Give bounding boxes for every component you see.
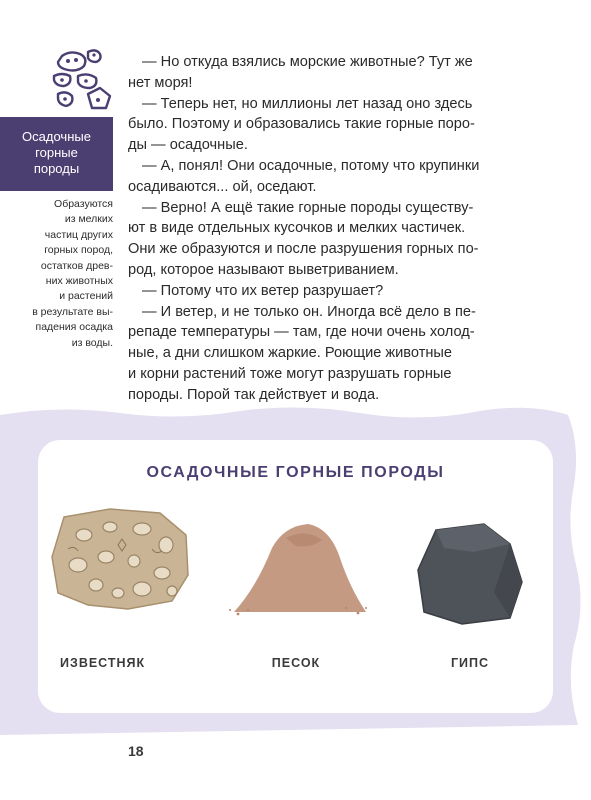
limestone-rock-icon [48,505,194,613]
term-line: Осадочные [22,129,91,144]
text-line: осадиваются... ой, оседают. [128,178,317,195]
text-line: нет моря! [128,74,193,91]
definition-line: них животных [45,275,113,288]
text-line: — А, понял! Они осадочные, потому что крупинки [142,157,480,174]
definition-line: из воды. [71,336,113,349]
page-number: 18 [128,743,144,759]
definition-line: из мелких [64,213,113,226]
text-line: — Теперь нет, но миллионы лет назад оно здесь [142,95,473,112]
dialogue-text [128,52,568,406]
pebbles-icon [48,46,114,118]
definition-line: Образуются [54,198,113,210]
text-line: — Верно! А ещё такие горные породы существу- [142,199,474,216]
term-line: горные [35,145,78,160]
text-line: ные, а дни слишком жаркие. Роющие животные [128,345,453,362]
definition-line: горных пород, [44,244,113,257]
card-title: ОСАДОЧНЫЕ ГОРНЫЕ ПОРОДЫ [146,464,445,481]
definition-line: остатков древ- [40,259,113,272]
text-line: и корни растений тоже могут разрушать горные [128,365,452,382]
text-line: — Но откуда взялись морские животные? Тут же [142,54,473,70]
sand-label: ПЕСОК [271,656,321,670]
text-line: было. Поэтому и образовались такие горные поро- [128,116,475,133]
gypsum-label: ГИПС [450,656,490,670]
text-line: ют в виде отдельных кусочков и мелких частичек. [128,220,466,237]
definition-line: частиц других [44,228,113,241]
text-line: репаде температуры — там, где ночи очень холод- [128,324,475,341]
term-definition [2,197,113,351]
limestone-label: ИЗВЕСТНЯК [60,656,146,670]
gypsum-rock-icon [414,522,526,626]
text-line: род, которое называют выветриванием. [128,261,399,278]
text-line: Они же образуются и после разрушения горных по- [128,241,479,258]
text-line: — Потому что их ветер разрушает? [142,282,384,299]
text-line: породы. Порой так действует и вода. [128,386,380,403]
definition-line: в результате вы- [32,305,113,318]
term-box [0,117,113,191]
text-line: ды — осадочные. [128,137,248,154]
text-line: — И ветер, и не только он. Иногда всё дело в пе- [142,303,476,320]
term-line: породы [33,161,80,176]
definition-line: падения осадка [35,321,113,334]
definition-line: и растений [59,290,113,303]
sand-pile-icon [226,518,370,618]
